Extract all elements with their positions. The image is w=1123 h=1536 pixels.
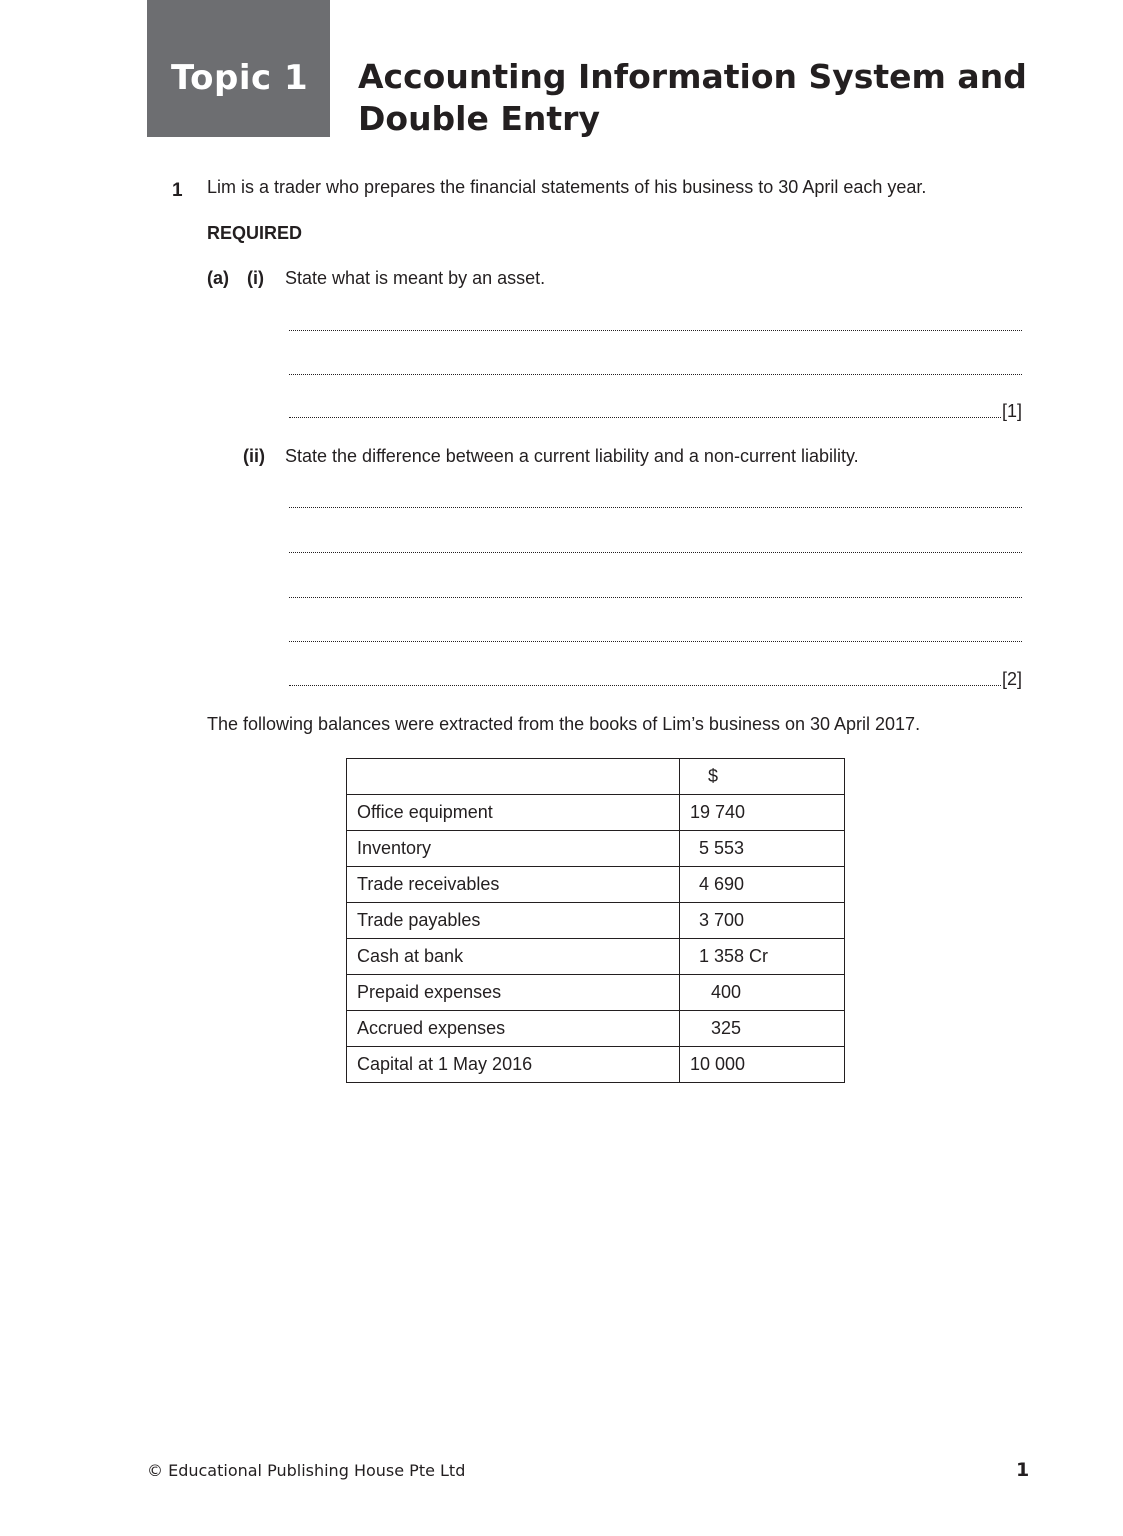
mark-allocation: [2]	[1001, 669, 1022, 689]
topic-label: Topic 1	[147, 0, 330, 137]
required-label: REQUIRED	[207, 223, 303, 243]
row-value: 400	[680, 975, 845, 1011]
question-stem: Lim is a trader who prepares the financial statements of his business to 30 April each year.	[207, 177, 927, 197]
table-row	[347, 1047, 845, 1083]
publisher-copyright: © Educational Publishing House Pte Ltd	[147, 1461, 466, 1480]
row-value: 19 740	[680, 795, 845, 831]
sub-i-label: (i)	[247, 268, 264, 288]
table-row	[347, 831, 845, 867]
row-value: 1 358 Cr	[680, 939, 845, 975]
answer-line[interactable]	[289, 668, 1022, 690]
answer-line[interactable]	[289, 357, 1022, 379]
answer-line[interactable]	[289, 313, 1022, 335]
table-row	[347, 1011, 845, 1047]
answer-line[interactable]	[289, 490, 1022, 512]
table-intro: The following balances were extracted from the books of Lim’s business on 30 April 2017.	[207, 714, 921, 734]
table-row	[347, 975, 845, 1011]
row-label: Office equipment	[347, 795, 680, 831]
row-label: Cash at bank	[347, 939, 680, 975]
table-row	[347, 795, 845, 831]
answer-line[interactable]	[289, 535, 1022, 557]
part-a-label: (a)	[207, 268, 229, 288]
table-row	[347, 867, 845, 903]
answer-line[interactable]	[289, 400, 1022, 422]
balances-table	[346, 758, 845, 1083]
mark-allocation: [1]	[1001, 401, 1022, 421]
table-header-label	[347, 759, 680, 795]
sub-i-question: State what is meant by an asset.	[285, 268, 546, 288]
table-row	[347, 939, 845, 975]
table-header-currency: $	[680, 759, 845, 795]
row-value: 325	[680, 1011, 845, 1047]
sub-ii-label: (ii)	[243, 446, 265, 466]
row-value: 4 690	[680, 867, 845, 903]
row-label: Trade receivables	[347, 867, 680, 903]
table-header-row	[347, 759, 845, 795]
row-value: 3 700	[680, 903, 845, 939]
answer-line[interactable]	[289, 580, 1022, 602]
answer-line[interactable]	[289, 624, 1022, 646]
page-title	[358, 56, 1058, 140]
row-label: Trade payables	[347, 903, 680, 939]
row-value: 10 000	[680, 1047, 845, 1083]
page-title-line-2: Double Entry	[358, 99, 600, 138]
question-number: 1	[172, 180, 183, 201]
row-label: Accrued expenses	[347, 1011, 680, 1047]
row-value: 5 553	[680, 831, 845, 867]
row-label: Capital at 1 May 2016	[347, 1047, 680, 1083]
page-title-line-1: Accounting Information System and	[358, 57, 1027, 96]
table-row	[347, 903, 845, 939]
row-label: Inventory	[347, 831, 680, 867]
sub-ii-question: State the difference between a current liability and a non-current liability.	[285, 446, 859, 466]
row-label: Prepaid expenses	[347, 975, 680, 1011]
page-number: 1	[1016, 1459, 1030, 1481]
